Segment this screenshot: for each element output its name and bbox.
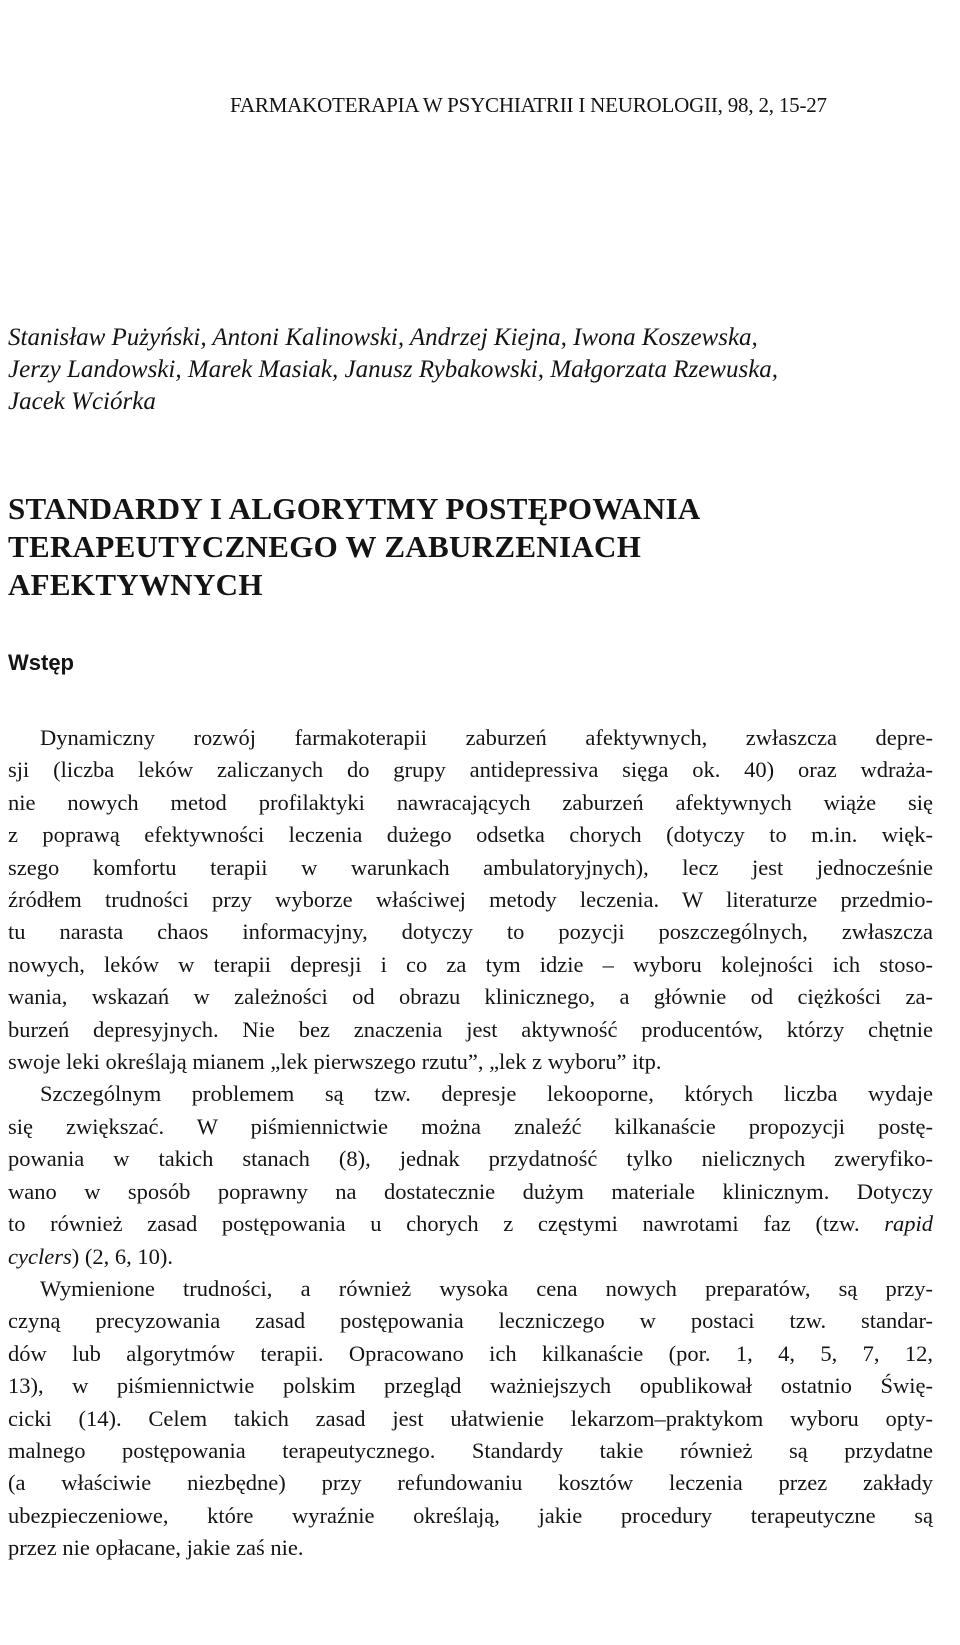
body-line: cicki (14). Celem takich zasad jest ułatwienie lekarzom–praktykom wyboru opty-: [8, 1405, 933, 1431]
running-head: FARMAKOTERAPIA W PSYCHIATRII I NEUROLOGII, 98, 2, 15-27: [230, 93, 827, 117]
body-line: szego komfortu terapii w warunkach ambulatoryjnych), lecz jest jednocześnie: [8, 854, 933, 880]
body-line: ubezpieczeniowe, które wyraźnie określają, jakie procedury terapeutyczne są: [8, 1502, 933, 1528]
body-line: tu narasta chaos informacyjny, dotyczy to pozycji poszczególnych, zwłaszcza: [8, 919, 933, 945]
author-line: Jacek Wciórka: [8, 388, 156, 415]
body-text-segment: to również zasad postępowania u chorych z częstymi nawrotami faz (tzw.: [8, 1211, 860, 1237]
body-text-segment: ) (2, 6, 10).: [71, 1243, 173, 1269]
body-text: [8, 722, 933, 1565]
body-line: swoje leki określają mianem „lek pierwszego rzutu”, „lek z wyboru” itp.: [8, 1049, 662, 1075]
section-heading: Wstęp: [8, 650, 74, 675]
body-line: z poprawą efektywności leczenia dużego odsetka chorych (dotyczy to m.in. więk-: [8, 822, 933, 848]
body-line: (a właściwie niezbędne) przy refundowaniu kosztów leczenia przez zakłady: [8, 1470, 933, 1496]
body-line: wano w sposób poprawny na dostatecznie dużym materiale klinicznym. Dotyczy: [8, 1178, 933, 1204]
title-line: STANDARDY I ALGORYTMY POSTĘPOWANIA: [8, 491, 701, 526]
title-line: AFEKTYWNYCH: [8, 567, 263, 602]
author-line: Stanisław Pużyński, Antoni Kalinowski, Andrzej Kiejna, Iwona Koszewska,: [8, 324, 758, 351]
body-line: powania w takich stanach (8), jednak przydatność tylko nielicznych zweryfiko-: [8, 1146, 933, 1172]
body-line: przez nie opłacane, jakie zaś nie.: [8, 1535, 304, 1561]
body-line: 13), w piśmiennictwie polskim przegląd ważniejszych opublikował ostatnio Świę-: [8, 1373, 933, 1399]
body-line: malnego postępowania terapeutycznego. Standardy takie również są przydatne: [8, 1437, 933, 1463]
body-line: burzeń depresyjnych. Nie bez znaczenia jest aktywność producentów, którzy chętnie: [8, 1016, 933, 1042]
author-line: Jerzy Landowski, Marek Masiak, Janusz Rybakowski, Małgorzata Rzewuska,: [8, 356, 779, 383]
body-line: Szczególnym problemem są tzw. depresje lekooporne, których liczba wydaje: [40, 1081, 933, 1107]
body-line: Dynamiczny rozwój farmakoterapii zaburzeń afektywnych, zwłaszcza depre-: [40, 725, 933, 750]
body-line: nowych, leków w terapii depresji i co za tym idzie – wyboru kolejności ich stoso-: [8, 951, 933, 977]
title-line: TERAPEUTYCZNEGO W ZABURZENIACH: [8, 529, 642, 564]
author-list: [8, 322, 928, 418]
body-line: czyną precyzowania zasad postępowania leczniczego w postaci tzw. standar-: [8, 1308, 933, 1334]
body-line: źródłem trudności przy wyborze właściwej metody leczenia. W literaturze przedmio-: [8, 887, 933, 913]
body-line: wania, wskazań w zależności od obrazu klinicznego, a głównie od ciężkości za-: [8, 984, 933, 1010]
body-line: sji (liczba leków zaliczanych do grupy antidepressiva sięga ok. 40) oraz wdraża-: [8, 757, 933, 783]
italic-term: cyclers: [8, 1243, 72, 1269]
body-line: dów lub algorytmów terapii. Opracowano ich kilkanaście (por. 1, 4, 5, 7, 12,: [8, 1340, 933, 1366]
article-title: [8, 490, 938, 604]
body-line: się zwiększać. W piśmiennictwie można znaleźć kilkanaście propozycji postę-: [8, 1113, 933, 1139]
body-line: Wymienione trudności, a również wysoka cena nowych preparatów, są przy-: [40, 1275, 933, 1301]
body-line: nie nowych metod profilaktyki nawracających zaburzeń afektywnych wiąże się: [8, 789, 933, 815]
body-line: [8, 1208, 933, 1240]
body-line: [8, 1241, 933, 1273]
italic-term: rapid: [884, 1211, 934, 1237]
